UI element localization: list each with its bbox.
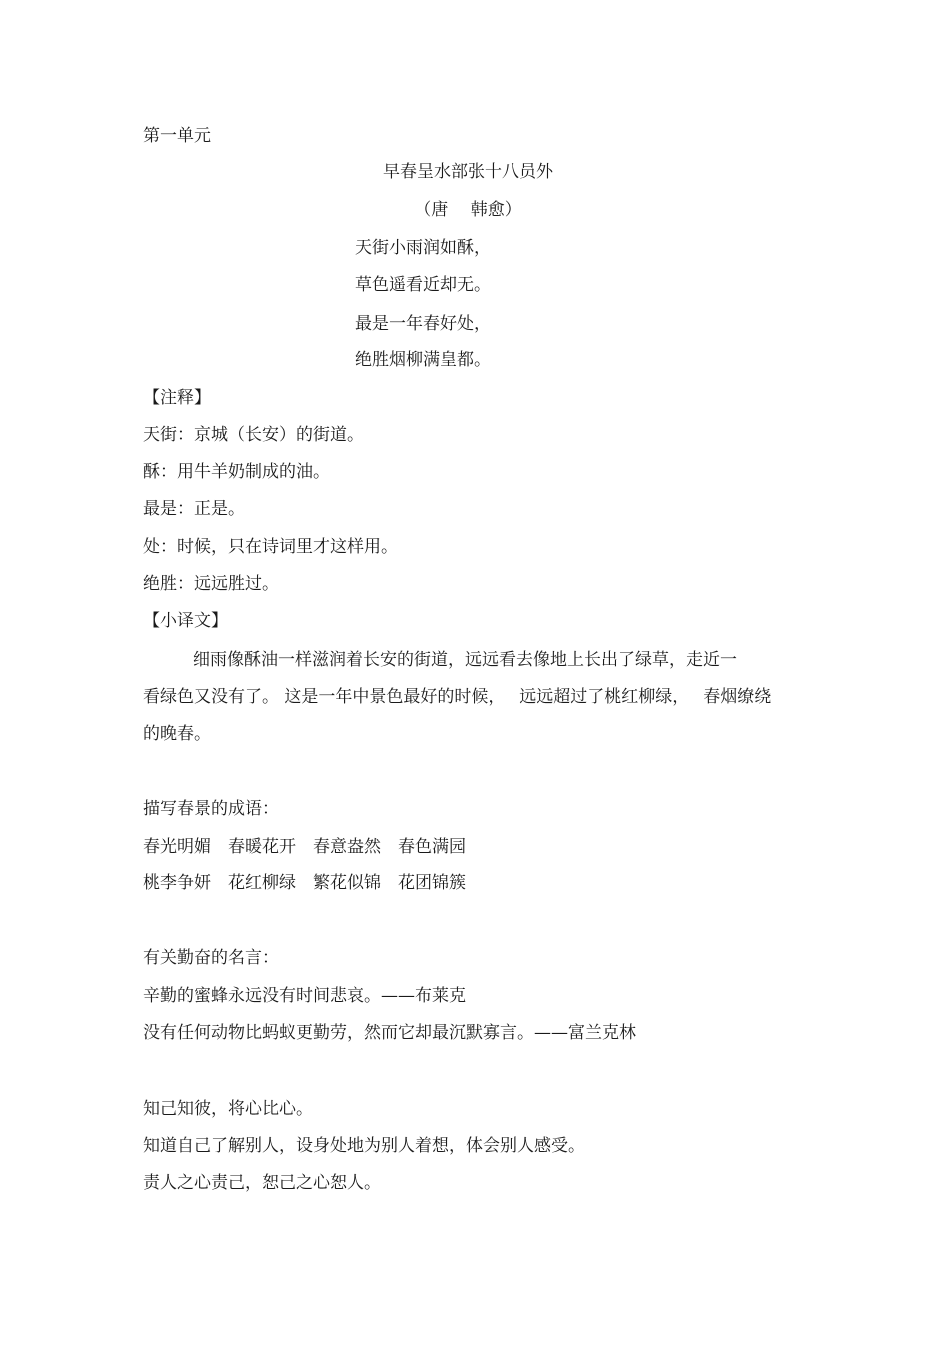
poem-line: 最是一年春好处， bbox=[355, 314, 491, 334]
note-item: 酥：用牛羊奶制成的油。 bbox=[143, 462, 330, 482]
translation-line: 看绿色又没有了。 这是一年中景色最好的时候， 远远超过了桃红柳绿， 春烟缭绕 bbox=[143, 687, 772, 707]
note-item: 天街：京城（长安）的街道。 bbox=[143, 425, 364, 445]
empathy-line: 知道自己了解别人，设身处地为别人着想，体会别人感受。 bbox=[143, 1136, 585, 1156]
idiom-row: 桃李争妍 花红柳绿 繁花似锦 花团锦簇 bbox=[143, 873, 466, 893]
note-item: 处：时候，只在诗词里才这样用。 bbox=[143, 537, 398, 557]
quote-item: 没有任何动物比蚂蚁更勤劳，然而它却最沉默寡言。——富兰克林 bbox=[143, 1023, 636, 1043]
translation-header: 【小译文】 bbox=[143, 611, 228, 631]
note-item: 最是：正是。 bbox=[143, 499, 245, 519]
idioms-header: 描写春景的成语： bbox=[143, 799, 279, 819]
poem-line: 绝胜烟柳满皇都。 bbox=[355, 350, 491, 370]
idiom-row: 春光明媚 春暖花开 春意盎然 春色满园 bbox=[143, 837, 466, 857]
translation-line: 的晚春。 bbox=[143, 724, 211, 744]
empathy-line: 责人之心责己，恕己之心恕人。 bbox=[143, 1173, 381, 1193]
unit-label: 第一单元 bbox=[143, 126, 211, 146]
quotes-header: 有关勤奋的名言： bbox=[143, 948, 279, 968]
poem-line: 草色遥看近却无。 bbox=[355, 275, 491, 295]
note-item: 绝胜：远远胜过。 bbox=[143, 574, 279, 594]
quote-item: 辛勤的蜜蜂永远没有时间悲哀。——布莱克 bbox=[143, 986, 466, 1006]
poem-title: 早春呈水部张十八员外 bbox=[383, 162, 553, 182]
notes-header: 【注释】 bbox=[143, 388, 211, 408]
translation-line: 细雨像酥油一样滋润着长安的街道，远远看去像地上长出了绿草，走近一 bbox=[193, 650, 737, 670]
poem-author: （唐 韩愈） bbox=[414, 200, 522, 220]
empathy-line: 知己知彼，将心比心。 bbox=[143, 1099, 313, 1119]
poem-line: 天街小雨润如酥， bbox=[355, 238, 491, 258]
